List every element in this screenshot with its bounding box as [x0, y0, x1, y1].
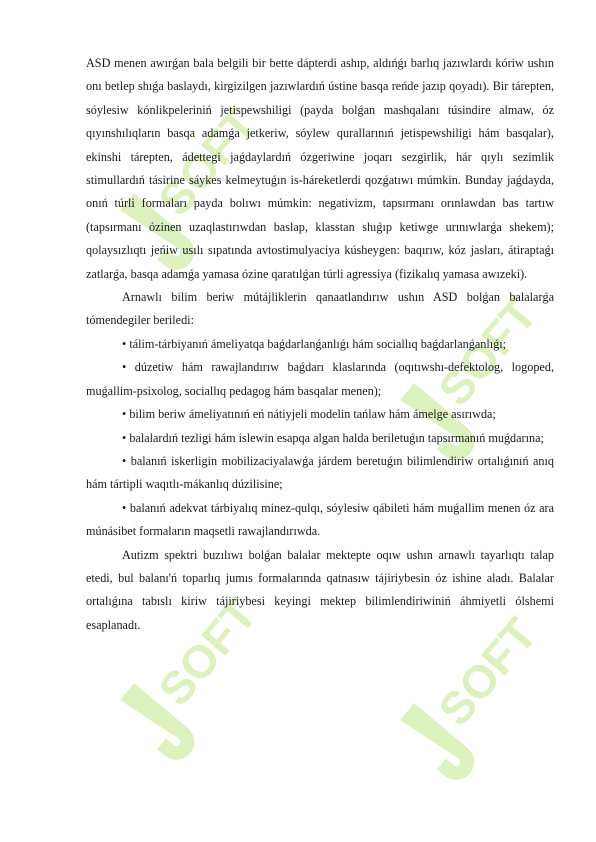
paragraph-needs-intro: Arnawlı bilim beriw mútájliklerin qanaatlandırıw ushın ASD bolǵan balalarǵa tómendegiler beriledi: — [86, 290, 554, 328]
document-body — [86, 52, 554, 637]
svg-text:SOFT: SOFT — [148, 587, 267, 716]
svg-text:SOFT: SOFT — [428, 287, 547, 416]
svg-text:SOFT: SOFT — [148, 97, 267, 226]
list-item-practical-orientation: • tálim-tárbiyanıń ámeliyatqa baǵdarlanǵanlıǵı hám sociallıq baǵdarlanǵanlıǵı; — [122, 336, 506, 351]
list-item-environment-structure: • balanıń iskerligin mobilizaciyalawǵa járdem beretuǵın bilimlendiriw ortalıǵınıń anıq hám tártipli waqıtlı-mákanlıq dúzilisine; — [86, 453, 554, 492]
list-item-effective-model: • bilim beriw ámeliyatınıń eń nátiyjeli modelin tańlaw hám ámelge asırıwda; — [122, 407, 496, 422]
paragraph-behavior: ASD menen awırǵan bala belgili bir bette dápterdi ashıp, aldıńǵı barlıq jazıwlardı kóriw ushın onı betlep shıǵa baslaydı, kirgizilgen jazıwlardıń ústine basqa reńde jazıp qoyadı). Bir tárepten, sóylesiw kónlikpeleriniń jetispewshiligi (payda bolǵan mashqalanı túsindire almaw, óz qıyınshılıqların basqa adamǵa jetkeriw, sóylew qurallarınıń jetispewshiligi hám basqalar), ekinshi tárepten, ádettegi jaǵdaylardıń ózgeriwine joqarı sezgirlik, hár qıylı sezimlik stimullardıń tásirine sáykes kelmeytuǵın is-háreketlerdi qozǵatıwı múmkin. Bunday jaǵdayda, onıń túrli formaları payda bolıwı múmkin: negativizm, tapsırmanı orınlawdan bas tartıw (tapsırmanı ózinen uzaqlastırıwdan baslap, klasstan shıǵıp ketiwge urınıwlarǵa shekem); qolaysızlıqtı jeńiw usılı sıpatında avtostimulyaciya kúsheygen: baqırıw, kóz jasları, átiraptaǵı zatlarǵa, basqa adamǵa yamasa ózine qaratılǵan túrli agressiya (fizikalıq yamasa awızeki). — [86, 56, 554, 281]
svg-text:SOFT: SOFT — [428, 607, 547, 736]
paragraph-conclusion: Autizm spektri buzılıwı bolǵan balalar mektepte oqıw ushın arnawlı tayarlıqtı talap etedi, bul balanı'ń toparlıq jumıs formalarında qatnasıw tájiriybesin óz ishine aladı. Balalar ortalıǵına tabıslı kiriw tájiriybesi keyingi mektep bilimlendiriwiniń áhmiyetli ólshemi esaplanadı. — [86, 547, 554, 632]
list-item-correction-classes: • dúzetiw hám rawajlandırıw baǵdarı klaslarında (oqıtıwshı-defektolog, logoped, muǵallim-psixolog, sociallıq pedagog hám basqalar menen); — [86, 360, 554, 398]
list-item-task-amount: • balalardıń tezligi hám islewin esapqa algan halda beriletuǵın tapsırmanıń muǵdarına; — [122, 430, 544, 445]
list-item-behavior-development: • balanıń adekvat tárbiyalıq minez-qulqı, sóylesiw qábileti hám muǵallim menen óz ara múnásibet formaların maqsetli rawajlandırıwda. — [86, 500, 554, 539]
